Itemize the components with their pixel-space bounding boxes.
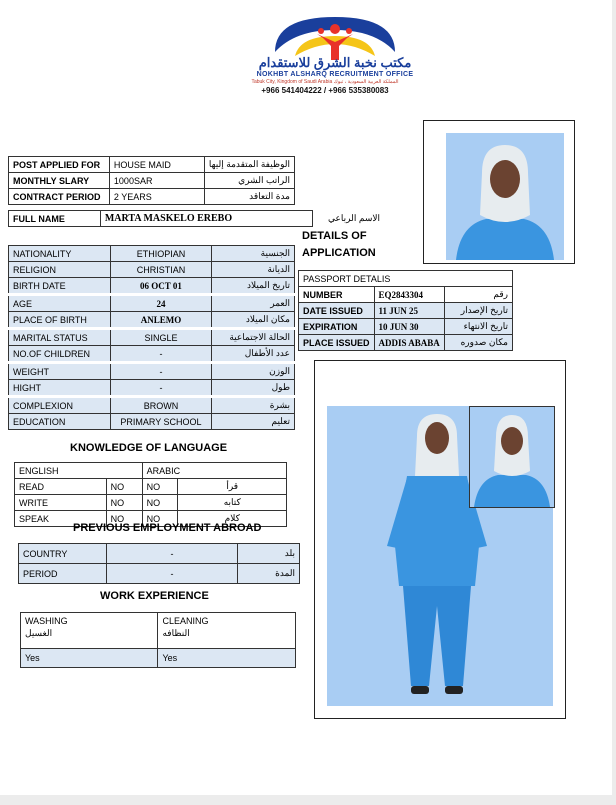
row-value: ADDIS ABABA	[374, 335, 444, 351]
row-arabic: عدد الأطفال	[212, 346, 295, 363]
language-skill: SPEAK	[15, 511, 107, 527]
row-value: ANLEMO	[110, 312, 212, 329]
details-title-line2: APPLICATION	[302, 247, 376, 259]
language-title: KNOWLEDGE OF LANGUAGE	[70, 442, 228, 454]
row-label: WEIGHT	[9, 363, 111, 380]
row-arabic: بلد	[238, 544, 300, 564]
row-label: POST APPLIED FOR	[9, 157, 110, 173]
company-phones: +966 541404222 / +966 535380083	[261, 86, 389, 95]
row-value: ETHIOPIAN	[110, 246, 212, 262]
row-arabic: تاريخ الميلاد	[212, 278, 295, 295]
row-label: COMPLEXION	[9, 397, 111, 414]
row-label: MONTHLY SLARY	[9, 173, 110, 189]
table-row	[9, 211, 385, 227]
row-value: EQ2843304	[374, 287, 444, 303]
row-label: PERIOD	[19, 564, 107, 584]
row-label: DATE ISSUED	[299, 303, 375, 319]
row-label: BIRTH DATE	[9, 278, 111, 295]
company-address: Tabuk City, Kingdom of Saudi Arabia المملكة العربية السعودية ، تبوك	[251, 79, 399, 85]
work-cleaning-arabic: النظافه	[162, 628, 190, 638]
table-row	[21, 649, 296, 668]
row-value: PRIMARY SCHOOL	[110, 414, 212, 430]
row-value: -	[110, 380, 212, 397]
passport-photo	[446, 133, 564, 260]
row-arabic: الديانة	[212, 262, 295, 278]
language-skill: READ	[15, 479, 107, 495]
row-label: NATIONALITY	[9, 246, 111, 262]
row-value: -	[110, 346, 212, 363]
work-cleaning-label: CLEANING	[162, 616, 209, 626]
person-portrait-icon	[446, 133, 564, 260]
language-arabic-value: NO	[142, 495, 178, 511]
table-row	[9, 397, 295, 414]
table-row	[9, 346, 295, 363]
language-arabic-value: NO	[142, 511, 178, 527]
row-arabic: العمر	[212, 295, 295, 312]
table-row	[19, 544, 300, 564]
row-arabic: رقم	[444, 287, 512, 303]
language-skill-arabic: قرأ	[178, 479, 287, 495]
language-col-arabic: ARABIC	[142, 463, 286, 479]
language-skill-arabic: كلام	[178, 511, 287, 527]
table-row	[9, 157, 295, 173]
table-row	[9, 380, 295, 397]
table-row	[15, 479, 287, 495]
row-arabic: طول	[212, 380, 295, 397]
row-arabic: بشرة	[212, 397, 295, 414]
row-value: -	[106, 564, 237, 584]
table-row	[9, 329, 295, 346]
row-value: BROWN	[110, 397, 212, 414]
language-skill-arabic: كتابه	[178, 495, 287, 511]
row-label: EDUCATION	[9, 414, 111, 430]
table-row	[9, 262, 295, 278]
work-washing-arabic: الغسيل	[25, 628, 53, 638]
row-value: 1000SAR	[109, 173, 204, 189]
row-value: 11 JUN 25	[374, 303, 444, 319]
row-arabic: الحالة الاجتماعية	[212, 329, 295, 346]
row-value: 24	[110, 295, 212, 312]
personal-table	[8, 245, 295, 430]
employment-table	[18, 543, 300, 584]
full-name-value: MARTA MASKELO EREBO	[100, 211, 312, 227]
row-label: MARITAL STATUS	[9, 329, 111, 346]
row-label: COUNTRY	[19, 544, 107, 564]
row-value: HOUSE MAID	[109, 157, 204, 173]
row-arabic: مكان صدوره	[444, 335, 512, 351]
work-washing-cell	[21, 613, 158, 649]
row-label: PLACE OF BIRTH	[9, 312, 111, 329]
work-cleaning-cell	[158, 613, 296, 649]
company-english-name: NOKHBT ALSHARQ RECRUITMENT OFFICE	[256, 71, 414, 78]
row-label: AGE	[9, 295, 111, 312]
application-table	[8, 156, 295, 205]
table-row	[9, 278, 295, 295]
row-label: PLACE ISSUED	[299, 335, 375, 351]
person-portrait-icon	[470, 407, 554, 507]
table-row	[299, 335, 513, 351]
row-label: EXPIRATION	[299, 319, 375, 335]
work-washing-value: Yes	[21, 649, 158, 668]
row-arabic: تعليم	[212, 414, 295, 430]
row-label: RELIGION	[9, 262, 111, 278]
inset-photo	[469, 406, 555, 508]
row-value: -	[110, 363, 212, 380]
language-col-english: ENGLISH	[15, 463, 143, 479]
row-arabic: الوزن	[212, 363, 295, 380]
work-washing-label: WASHING	[25, 616, 68, 626]
language-arabic-value: NO	[142, 479, 178, 495]
row-arabic: المدة	[238, 564, 300, 584]
row-value: 10 JUN 30	[374, 319, 444, 335]
row-arabic: الوظيفة المتقدمة إليها	[204, 157, 294, 173]
language-english-value: NO	[106, 511, 142, 527]
table-row	[9, 414, 295, 430]
passport-table	[298, 270, 513, 351]
row-arabic: الراتب الشري	[204, 173, 294, 189]
employment-title: PREVIOUS EMPLOYMENT ABROAD	[73, 522, 262, 534]
row-value: 06 OCT 01	[110, 278, 212, 295]
work-table	[20, 612, 296, 668]
row-arabic: مكان الميلاد	[212, 312, 295, 329]
row-label: NUMBER	[299, 287, 375, 303]
language-english-value: NO	[106, 495, 142, 511]
table-row	[9, 295, 295, 312]
details-title-line1: DETAILS OF	[302, 230, 367, 242]
table-row	[9, 173, 295, 189]
row-value: SINGLE	[110, 329, 212, 346]
table-row	[299, 303, 513, 319]
row-value: -	[106, 544, 237, 564]
passport-title-row	[299, 271, 513, 287]
row-label: HIGHT	[9, 380, 111, 397]
company-arabic-name: مكتب نخبة الشرق للاستقدام	[258, 55, 412, 70]
table-row	[21, 613, 296, 649]
row-value: CHRISTIAN	[110, 262, 212, 278]
row-label: NO.OF CHILDREN	[9, 346, 111, 363]
table-row	[15, 495, 287, 511]
language-table	[14, 462, 287, 527]
row-arabic: الجنسية	[212, 246, 295, 262]
full-name-arabic: الاسم الرباعي	[328, 213, 380, 223]
work-cleaning-value: Yes	[158, 649, 296, 668]
table-row	[9, 363, 295, 380]
row-arabic: تاريخ الانتهاء	[444, 319, 512, 335]
row-arabic: تاريخ الإصدار	[444, 303, 512, 319]
work-title: WORK EXPERIENCE	[100, 590, 209, 602]
full-name-table	[8, 210, 384, 227]
row-label: CONTRACT PERIOD	[9, 189, 110, 205]
full-name-label: FULL NAME	[9, 211, 101, 227]
table-row	[9, 189, 295, 205]
table-row	[299, 319, 513, 335]
language-skill: WRITE	[15, 495, 107, 511]
table-row	[19, 564, 300, 584]
passport-photo-frame	[423, 120, 575, 264]
table-row	[15, 463, 287, 479]
language-english-value: NO	[106, 479, 142, 495]
table-row	[299, 287, 513, 303]
full-body-photo-frame	[314, 360, 566, 719]
row-arabic: مدة التعاقد	[204, 189, 294, 205]
row-value: 2 YEARS	[109, 189, 204, 205]
table-row	[9, 246, 295, 262]
passport-title: PASSPORT DETALIS	[299, 271, 513, 287]
table-row	[9, 312, 295, 329]
